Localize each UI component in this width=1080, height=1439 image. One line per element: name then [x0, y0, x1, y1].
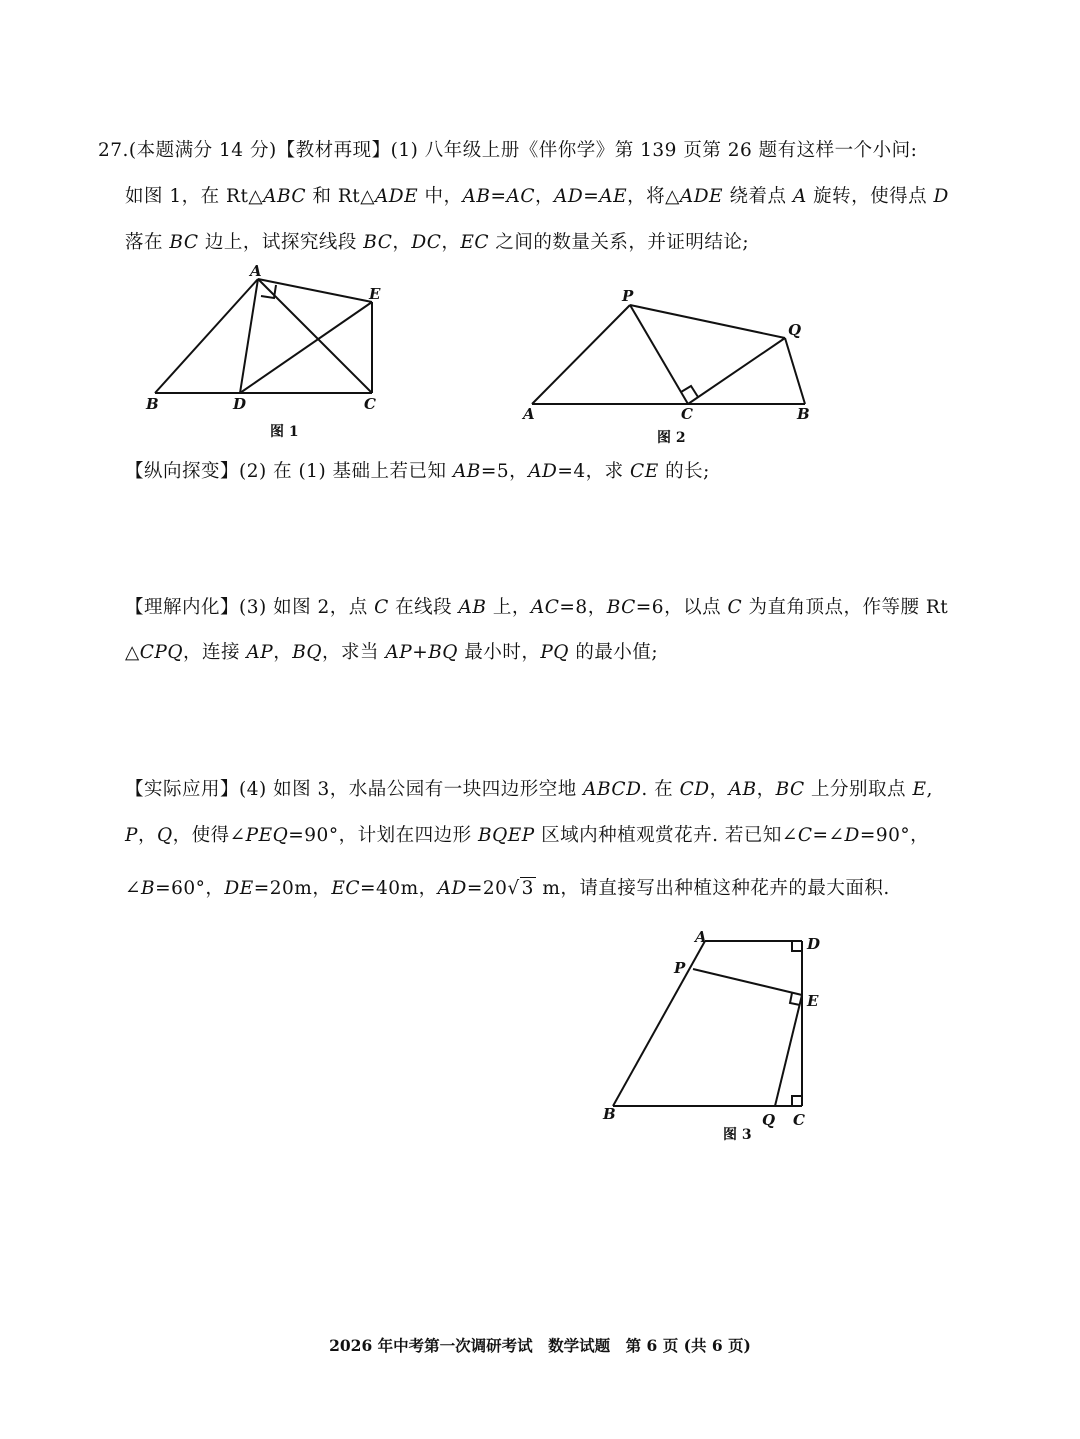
text-span: ，: [756, 779, 776, 800]
text-span: 落在: [125, 232, 170, 253]
text-span: 为直角顶点，作等腰 Rt: [742, 597, 949, 618]
math-span: CE: [630, 461, 659, 482]
math-span: BC: [606, 597, 636, 618]
math-span: E: [912, 779, 927, 800]
math-span: CPQ: [139, 642, 184, 663]
segment-pe: [693, 969, 802, 995]
math-span: △ABC: [248, 186, 307, 207]
label-b: B: [146, 395, 159, 413]
segment-cq: [688, 338, 785, 404]
figure-2-caption: 图 2: [657, 430, 686, 446]
math-span: P: [125, 825, 138, 846]
text-span: m，请直接写出种植这种花卉的最大面积.: [535, 878, 890, 899]
text-span: ，使得∠: [172, 825, 246, 846]
math-span: D: [844, 825, 860, 846]
problem-intro: (本题满分 14 分)【教材再现】(1) 八年级上册《伴你学》第 139 页第 26 题有这样一个小问:: [128, 140, 918, 161]
text-span: =90°，计划在四边形: [288, 825, 478, 846]
label-a: A: [250, 262, 262, 280]
label-b: B: [603, 1105, 616, 1123]
text-span: 【纵向探变】(2) 在 (1) 基础上若已知: [125, 461, 453, 482]
label-p: P: [674, 959, 686, 977]
page-footer: 2026 年中考第一次调研考试 数学试题 第 6 页 (共 6 页): [329, 1336, 751, 1355]
text-span: ，: [709, 779, 729, 800]
math-span: PQ: [540, 642, 569, 663]
figure-2: [515, 282, 825, 452]
text-span: 的长;: [658, 461, 710, 482]
math-span: AD: [437, 878, 467, 899]
math-span: AC: [530, 597, 560, 618]
text-span: 之间的数量关系，并证明结论;: [489, 232, 750, 253]
text-span: ，: [137, 825, 157, 846]
math-span: BQ: [292, 642, 322, 663]
math-span: Q: [156, 825, 173, 846]
text-span: ，: [535, 186, 555, 207]
math-span: AB: [458, 597, 487, 618]
part-2: [125, 457, 710, 483]
text-span: =60°，: [155, 878, 225, 899]
text-span: ，连接: [183, 642, 247, 663]
label-e: E: [369, 285, 381, 303]
text-span: =5，: [480, 461, 529, 482]
part-4-line-1: [125, 775, 933, 801]
label-c: C: [364, 395, 376, 413]
text-span: =8，: [559, 597, 607, 618]
label-a: A: [695, 928, 707, 946]
math-span: A: [792, 186, 807, 207]
math-span: △ADE: [360, 186, 419, 207]
text-span: ,: [926, 779, 933, 800]
segment-de: [240, 302, 372, 393]
math-span: C: [727, 597, 743, 618]
math-span: PEQ: [245, 825, 289, 846]
figure-3: [595, 925, 835, 1150]
sqrt-radicand: 3: [521, 878, 534, 899]
label-e: E: [807, 992, 819, 1010]
label-d: D: [233, 395, 247, 413]
text-span: =4，求: [557, 461, 631, 482]
text-span: ，: [273, 642, 293, 663]
math-span: AB: [728, 779, 757, 800]
text-span: 绕着点: [723, 186, 793, 207]
text-span: =20m，: [253, 878, 332, 899]
text-span: ∠: [125, 878, 142, 899]
part-4-line-3: [125, 874, 890, 900]
math-span: AB=AC: [462, 186, 536, 207]
right-angle-mark: [261, 285, 276, 298]
problem-line-1: [98, 136, 917, 162]
label-c: C: [681, 405, 693, 423]
math-span: AD=AE: [554, 186, 628, 207]
text-span: 上，: [486, 597, 531, 618]
part-3-line-2: [125, 638, 658, 664]
math-span: AP: [246, 642, 274, 663]
figure-1-caption: 图 1: [270, 424, 299, 440]
figure-3-caption: 图 3: [723, 1127, 752, 1143]
text-span: ，将: [627, 186, 666, 207]
segment-ap: [532, 305, 630, 404]
label-d: D: [807, 935, 821, 953]
math-span: DC: [411, 232, 442, 253]
segment-pc: [630, 305, 688, 404]
label-q: Q: [788, 321, 802, 339]
problem-line-2: [125, 182, 949, 208]
math-span: BC: [169, 232, 199, 253]
problem-line-3: [125, 228, 749, 254]
math-span: BC: [775, 779, 805, 800]
sqrt-expression: √ 3: [507, 878, 534, 899]
math-span: D: [933, 186, 949, 207]
text-span: 区域内种植观赏花卉. 若已知∠: [534, 825, 798, 846]
text-span: 的最小值;: [568, 642, 659, 663]
math-span: C: [797, 825, 813, 846]
math-span: B: [141, 878, 156, 899]
text-span: ，: [441, 232, 461, 253]
text-span: =6，以点: [635, 597, 728, 618]
text-span: =20: [466, 878, 508, 899]
math-span: ABCD: [583, 779, 642, 800]
text-span: 在线段: [388, 597, 459, 618]
math-span: CD: [679, 779, 710, 800]
math-span: EC: [331, 878, 361, 899]
label-p: P: [622, 287, 634, 305]
problem-number: 27.: [98, 140, 129, 161]
label-q: Q: [762, 1111, 776, 1129]
text-span: 和 Rt: [306, 186, 361, 207]
label-c: C: [793, 1111, 805, 1129]
text-span: 最小时，: [457, 642, 541, 663]
label-b: B: [797, 405, 810, 423]
math-span: BQEP: [477, 825, 535, 846]
math-span: AB: [452, 461, 481, 482]
math-span: △ADE: [665, 186, 724, 207]
figure-1: [140, 262, 400, 447]
text-span: 【实际应用】(4) 如图 3，水晶公园有一块四边形空地: [125, 779, 584, 800]
text-span: 旋转，使得点: [806, 186, 934, 207]
text-span: 中，: [418, 186, 463, 207]
right-angle-mark-d: [792, 941, 802, 951]
text-span: △: [125, 642, 140, 663]
text-span: ，: [392, 232, 412, 253]
part-4-line-2: [125, 821, 929, 847]
segment-qb: [785, 338, 805, 404]
segment-pq: [630, 305, 785, 338]
text-span: 如图 1，在 Rt: [125, 186, 249, 207]
text-span: 边上，试探究线段: [198, 232, 364, 253]
segment-eq: [775, 995, 802, 1106]
math-span: EC: [460, 232, 490, 253]
right-angle-mark-c: [792, 1096, 802, 1106]
text-span: 【理解内化】(3) 如图 2，点: [125, 597, 375, 618]
math-span: BC: [363, 232, 393, 253]
text-span: 上分别取点: [804, 779, 913, 800]
text-span: =90°，: [859, 825, 930, 846]
text-span: ，求当: [322, 642, 386, 663]
part-3-line-1: [125, 593, 948, 619]
math-span: C: [374, 597, 389, 618]
math-span: DE: [224, 878, 254, 899]
text-span: . 在: [641, 779, 680, 800]
text-span: =40m，: [360, 878, 438, 899]
label-a: A: [523, 405, 535, 423]
segment-ab: [613, 941, 705, 1106]
math-span: AD: [528, 461, 558, 482]
text-span: =∠: [812, 825, 845, 846]
math-span: AP+BQ: [385, 642, 458, 663]
